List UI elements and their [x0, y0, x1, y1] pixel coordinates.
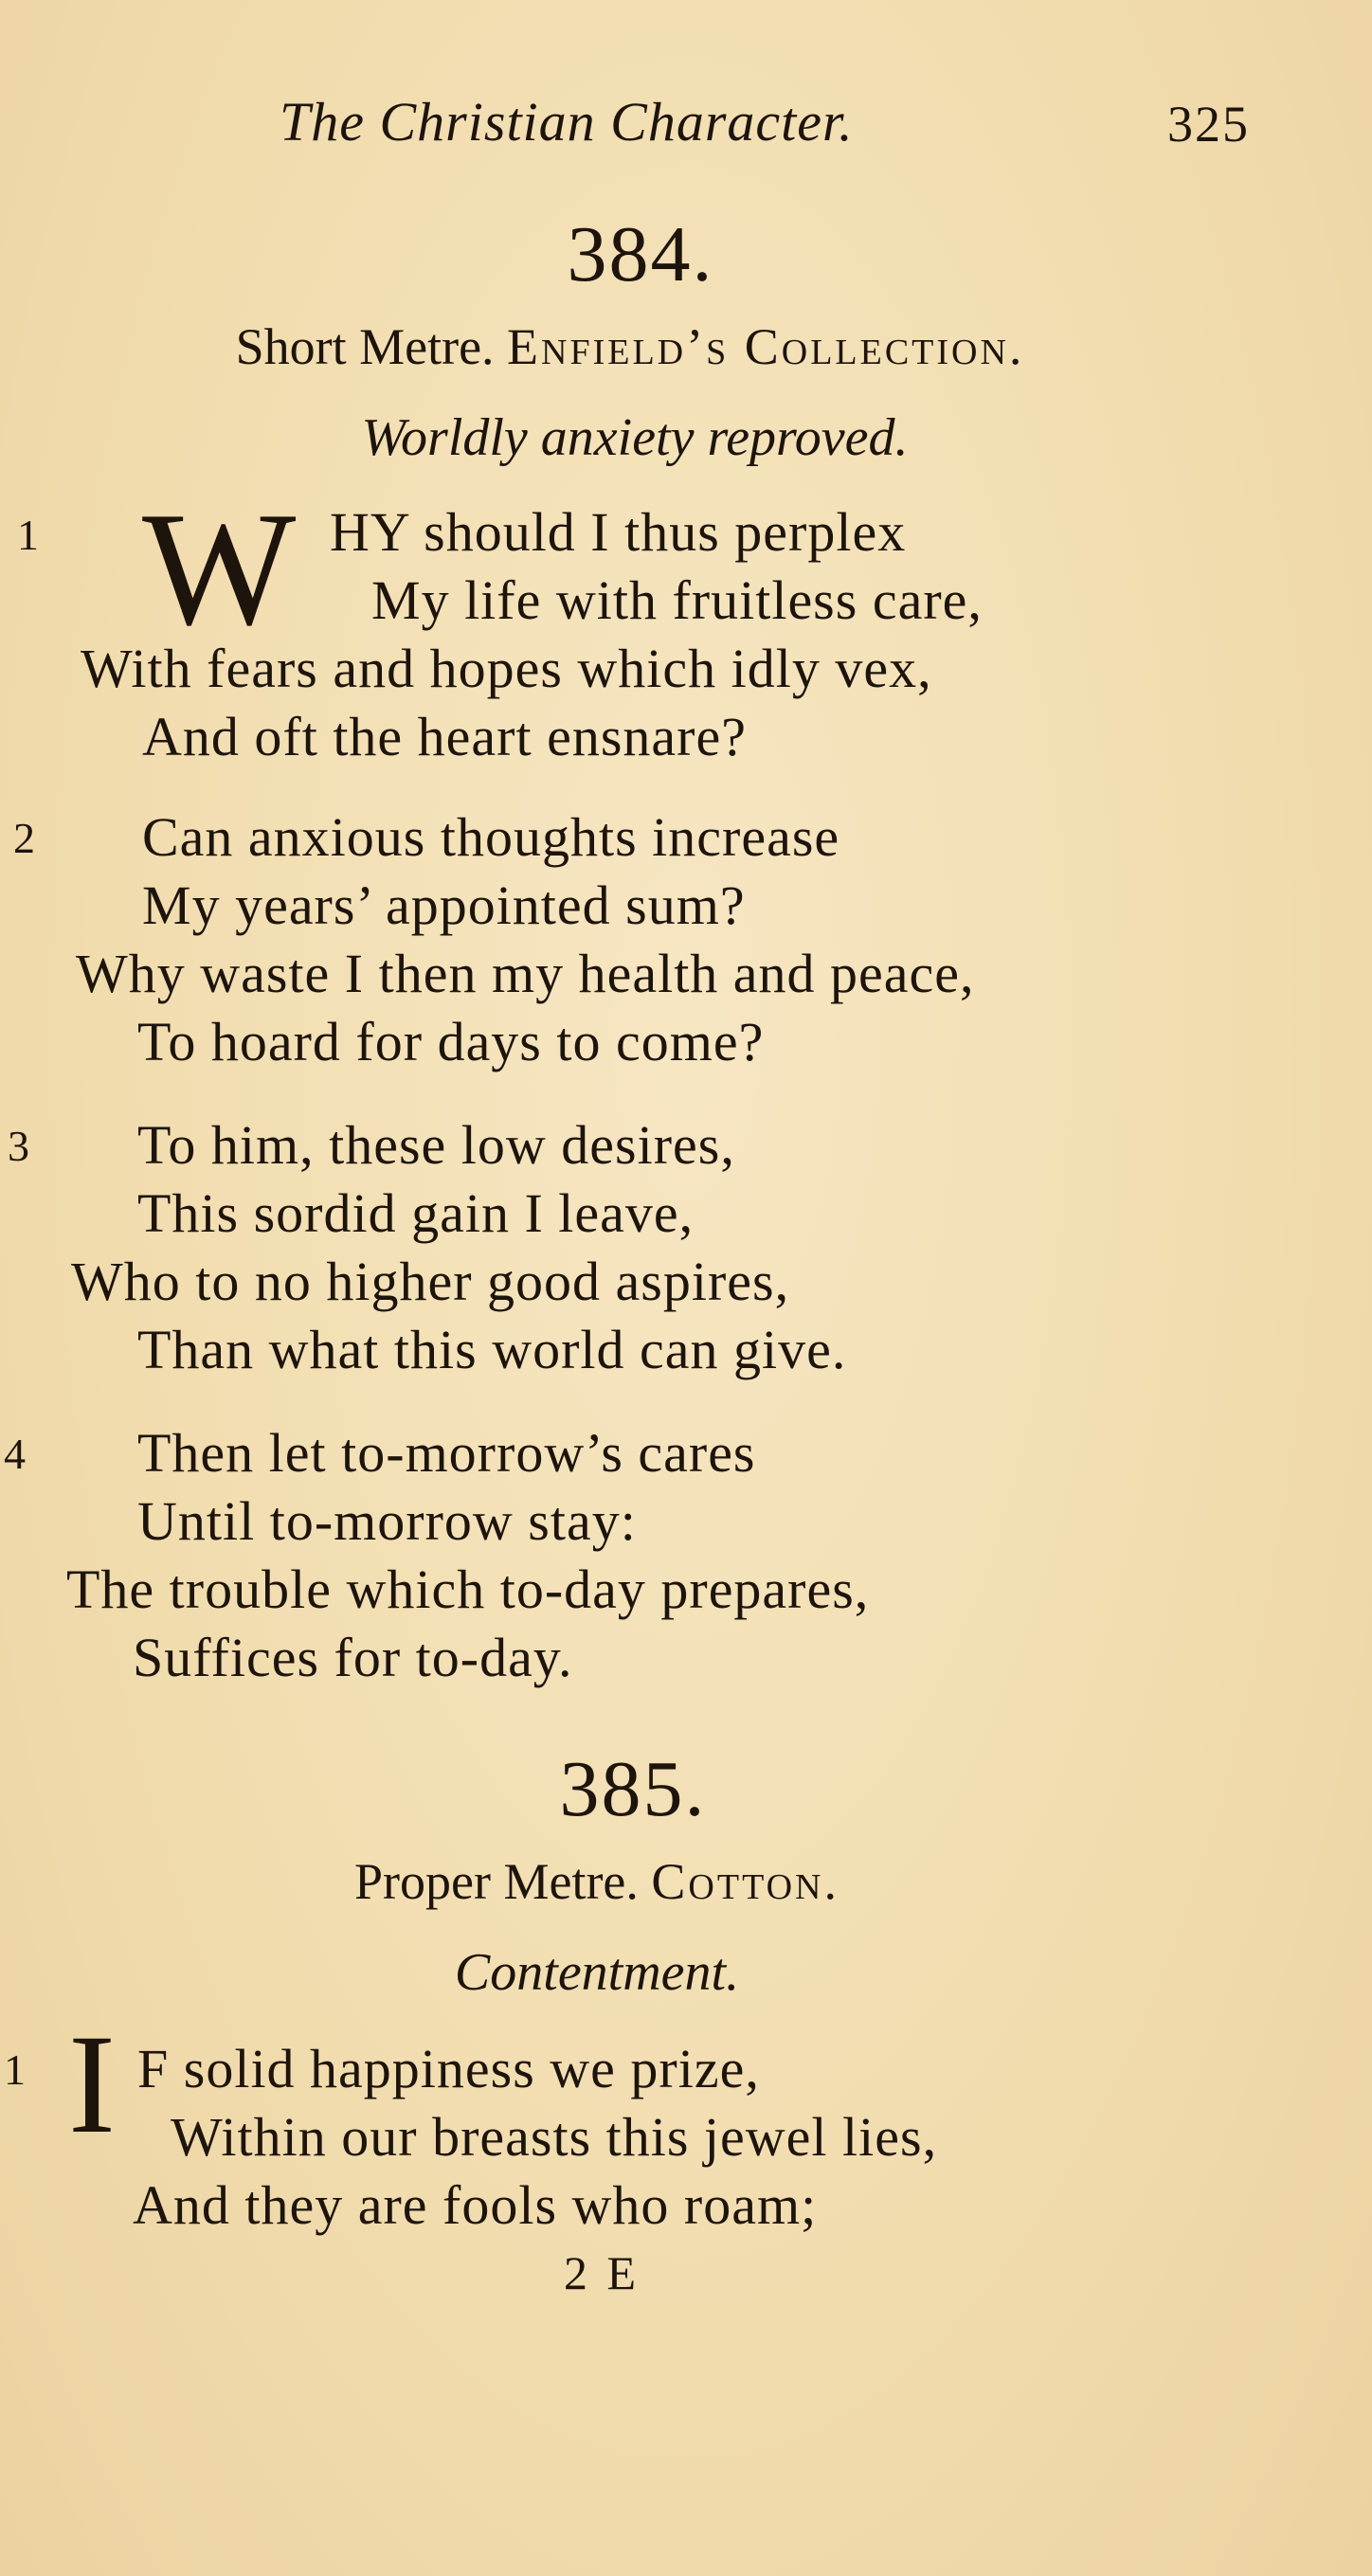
verse-number: 3: [8, 1122, 29, 1170]
verse-line: Why waste I then my health and peace,: [76, 943, 975, 1004]
drop-cap: I: [68, 2006, 116, 2163]
verse-line: My years’ appointed sum?: [142, 874, 746, 936]
verse-line: This sordid gain I leave,: [137, 1182, 695, 1244]
hymn-subject: Contentment.: [454, 1943, 740, 2002]
verse-line: And oft the heart ensnare?: [142, 706, 747, 767]
verse-line: To hoard for days to come?: [137, 1011, 765, 1072]
verse-line: My life with fruitless care,: [371, 569, 983, 631]
verse-number: 2: [13, 814, 35, 862]
hymn-number: 384.: [567, 210, 714, 298]
verse-number: 1: [4, 2045, 26, 2094]
verse-line: Then let to-morrow’s cares: [137, 1422, 756, 1484]
meter: Proper Metre.: [354, 1853, 639, 1910]
verse-line: Suffices for to-day.: [133, 1627, 573, 1688]
hymn-meter-line: [85, 317, 1175, 376]
verse-number: 1: [17, 511, 39, 559]
verse-line: With fears and hopes which idly vex,: [81, 638, 932, 699]
verse-line: The trouble which to-day prepares,: [66, 1558, 870, 1620]
hymn-subject: Worldly anxiety reproved.: [361, 408, 909, 467]
meter: Short Metre.: [235, 318, 495, 375]
verse-line: Until to-morrow stay:: [137, 1490, 637, 1552]
source: Cotton.: [651, 1853, 839, 1910]
verse-line: Within our breasts this jewel lies,: [171, 2106, 938, 2168]
drop-cap: W: [142, 479, 297, 659]
signature-mark: 2 E: [564, 2246, 641, 2299]
page-number: 325: [1167, 96, 1250, 153]
verse-line: And they are fools who roam;: [133, 2174, 818, 2236]
source: Enfield’s Collection.: [507, 318, 1025, 375]
verse-line: Than what this world can give.: [137, 1319, 847, 1380]
verse-line: F solid happiness we prize,: [137, 2038, 760, 2099]
verse-line: HY should I thus perplex: [330, 501, 907, 563]
verse-line: Can anxious thoughts increase: [142, 806, 840, 868]
hymn-number: 385.: [559, 1745, 707, 1833]
verse-line: To him, these low desires,: [137, 1114, 735, 1176]
verse-line: Who to no higher good aspires,: [71, 1251, 790, 1312]
hymn-meter-line: [171, 1852, 1023, 1911]
verse-number: 4: [4, 1430, 26, 1478]
running-title: The Christian Character.: [280, 91, 854, 153]
